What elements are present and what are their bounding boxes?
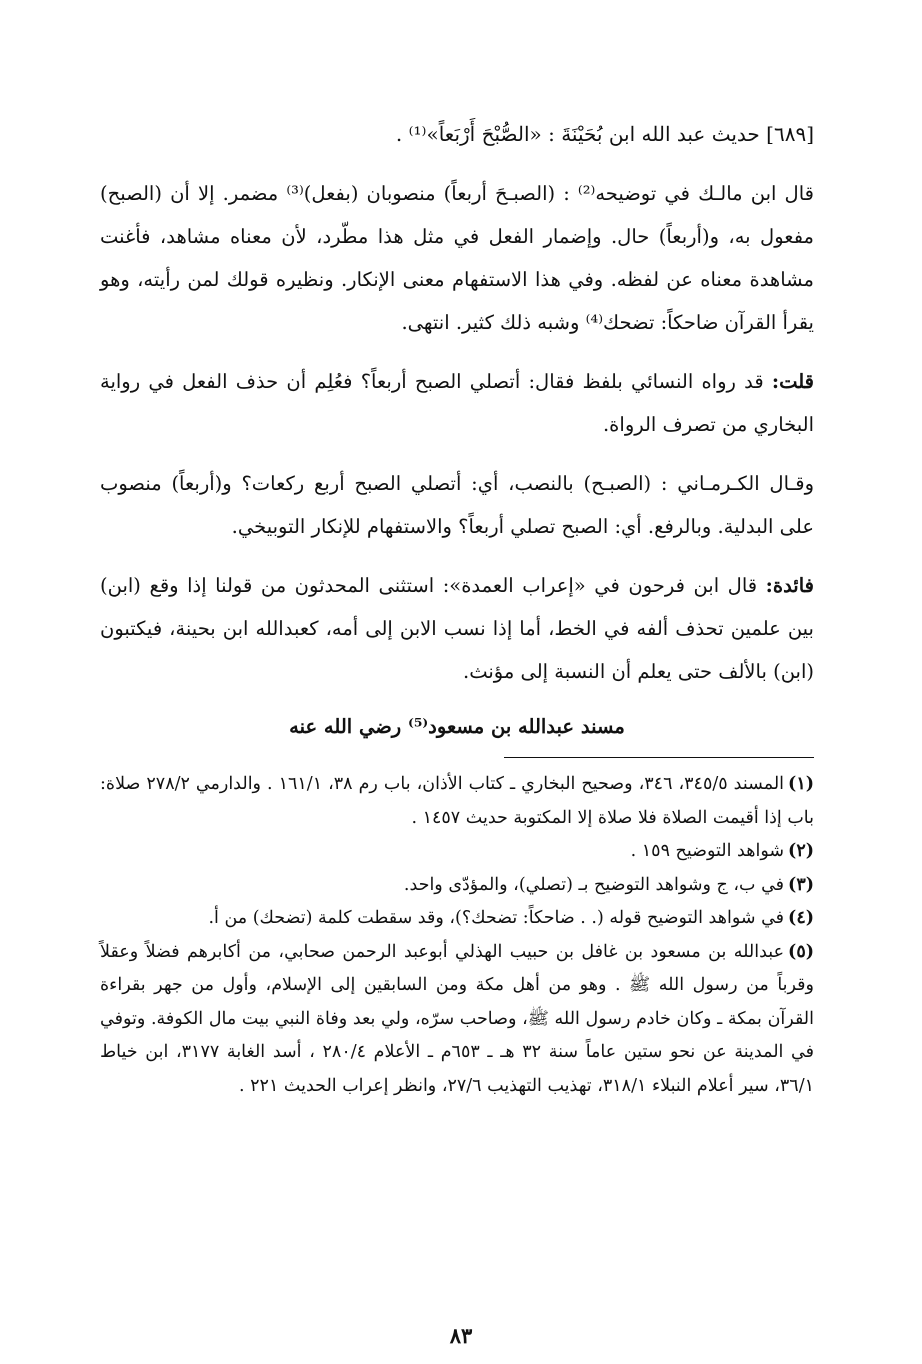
footnote-marker: (١) (788, 774, 815, 794)
footnote-marker: (٢) (788, 841, 814, 861)
footnote-text: شواهد التوضيح ١٥٩ . (630, 841, 785, 861)
footnote-2 (100, 835, 814, 869)
paragraph-text: قد رواه النسائي بلفظ فقال: أتصلي الصبح أربعاً؟ فعُلِم أن حذف الفعل في رواية البخاري من تصرف الرواة. (100, 370, 814, 436)
footnote-text: في ب، ج وشواهد التوضيح بـ (تصلي)، والمؤدّى واحد. (403, 874, 785, 895)
footnote-4 (100, 902, 814, 936)
page-number: ٨٣ (449, 1323, 473, 1348)
paragraph-faida (100, 564, 814, 693)
paragraph-lead: فائدة: (765, 574, 814, 597)
footnote-5 (100, 936, 814, 1104)
hadith-heading: [٦٨٩] حديث عبد الله ابن بُحَيْنَةَ : «الصُّبْحَ أَرْبَعاً»⁽¹⁾ . (395, 122, 814, 146)
footnote-divider (504, 757, 814, 758)
footnote-text: في شواهد التوضيح قوله (. . ضاحكاً: تضحك؟)، وقد سقطت كلمة (تضحك) من أ. (208, 908, 785, 928)
paragraph-qultu (100, 360, 814, 446)
footnote-text: المسند ٣٤٥/٥، ٣٤٦، وصحيح البخاري ـ كتاب الأذان، باب رم ٣٨، ١٦١/١ . والدارمي ٢٧٨/٢ صلاة: باب إذا أقيمت الصلاة فلا صلاة إلا المكتوبة حديث ١٤٥٧ . (100, 774, 814, 828)
paragraph-text: قال ابن مالـك في توضيحه⁽²⁾ : (الصبـحَ أربعاً) منصوبان (بفعل)⁽³⁾ مضمر. إلا أن (الصبح) مفعول به، و(أربعاً) حال. وإضمار الفعل في مثل هذا مطّرد، لأن معناه مشاهد، فأغنت مشاهدة معناه عن لفظه. وفي هذا الاستفهام معنى الإنكار. ونظيره قولك لمن رأيته، وهو يقرأ القرآن ضاحكاً: تضحك⁽⁴⁾ وشبه ذلك كثير. انتهى. (100, 182, 814, 334)
footnote-3 (100, 869, 814, 903)
footnote-marker: (٣) (788, 874, 814, 895)
paragraph-lead: قلت: (771, 370, 814, 393)
footnote-1 (100, 768, 814, 835)
footnotes (100, 768, 814, 1103)
paragraph-text: قال ابن فرحون في «إعراب العمدة»: استثنى المحدثون من قولنا إذا وقع (ابن) بين علمين تحذف ألفه في الخط، أما إذا نسب الابن إلى أمه، كعبدالله ابن بحينة، فيكتبون (ابن) بالألف حتى يعلم أن النسبة إلى مؤنث. (100, 574, 814, 683)
paragraph-text: وقـال الكـرمـاني : (الصبـح) بالنصب، أي: أتصلي الصبح أربع ركعات؟ و(أربعاً) منصوب على البدلية. وبالرفع. أي: الصبح تصلي أربعاً؟ والاستفهام للإنكار التوبيخي. (100, 472, 814, 538)
footnote-text: عبدالله بن مسعود بن غافل بن حبيب الهذلي أبوعبد الرحمن صحابي، من أكابرهم فضلاً وعقلاً وقرباً من رسول الله ﷺ . وهو من أهل مكة ومن السابقين إلى الإسلام، وأول من جهر بقراءة القرآن بمكة ـ وكان خادم رسول الله ﷺ، وصاحب سرّه، ولي بعد وفاة النبي بيت مال الكوفة. وتوفي في المدينة عن نحو ستين عاماً سنة ٣٢ هـ ـ ٦٥٣م ـ الأعلام ٢٨٠/٤ ، أسد الغابة ٣١٧٧، ابن خياط ٣٦/١، سير أعلام النبلاء ٣١٨/١، تهذيب التهذيب ٢٧/٦، وانظر إعراب الحديث ٢٢١ . (100, 941, 815, 1096)
footnote-marker: (٤) (788, 908, 814, 928)
page-content (100, 118, 814, 1324)
footnote-marker: (٥) (788, 941, 814, 962)
section-title: مسند عبدالله بن مسعود⁽⁵⁾ رضي الله عنه (289, 715, 625, 738)
paragraph-kirmani (100, 462, 814, 548)
paragraph-ibn-malik (100, 172, 814, 344)
